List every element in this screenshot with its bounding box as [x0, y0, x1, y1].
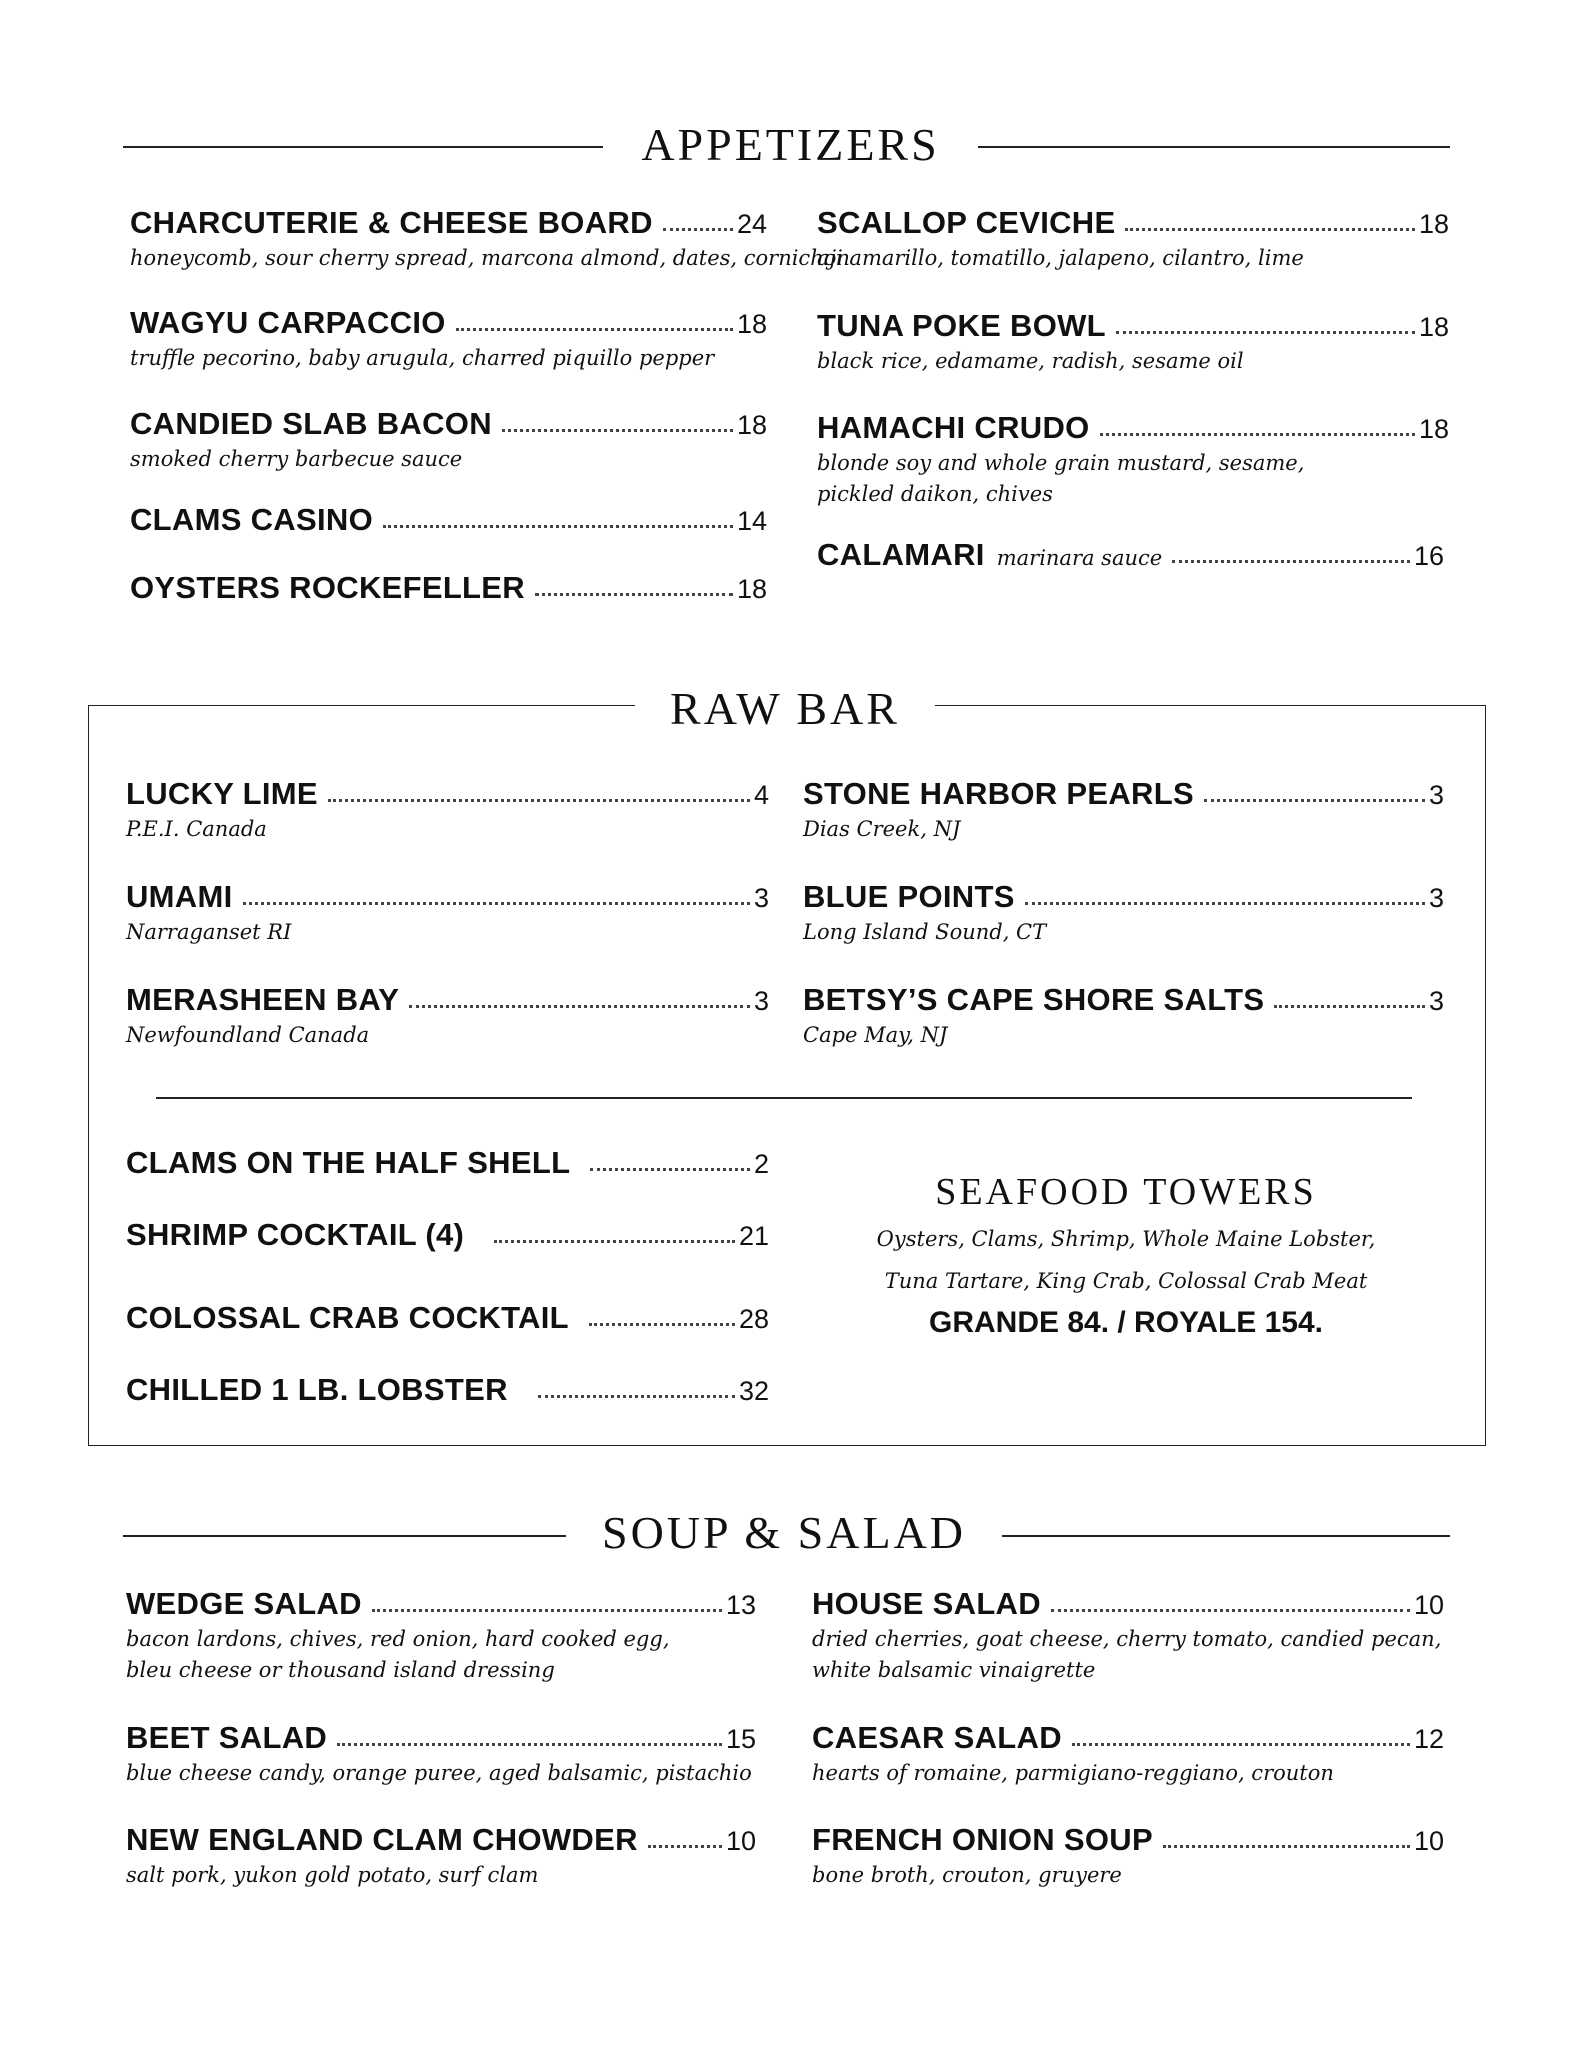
dot-leader: [243, 902, 750, 905]
item-price: 16: [1413, 541, 1444, 571]
appetizers-rule-right: [978, 146, 1450, 148]
item-name: STONE HARBOR PEARLS: [803, 776, 1194, 811]
dot-leader: [589, 1323, 735, 1326]
menu-item-hamachi-crudo: [817, 410, 1449, 510]
dot-leader: [1172, 560, 1410, 563]
item-name: CALAMARI: [817, 537, 985, 572]
item-name: BEET SALAD: [126, 1720, 328, 1755]
oyster-stone-harbor-pearls: [803, 776, 1444, 845]
seafood-towers: [826, 1168, 1426, 1344]
menu-item-charcuterie: [130, 205, 850, 274]
menu-item-wedge-salad: [126, 1586, 756, 1686]
item-description-line-1: dried cherries, goat cheese, cherry tomato, candied pecan,: [812, 1627, 1442, 1651]
seafood-towers-prices: GRANDE 84. / ROYALE 154.: [928, 1306, 1324, 1339]
item-price: 14: [736, 506, 767, 536]
dot-leader: [590, 1168, 750, 1171]
item-price: 3: [1428, 883, 1444, 913]
item-price: 18: [736, 410, 767, 440]
item-price: 18: [736, 574, 767, 604]
item-name: HOUSE SALAD: [812, 1586, 1041, 1621]
item-price: 10: [1413, 1826, 1444, 1856]
item-origin: P.E.I. Canada: [126, 817, 267, 841]
dot-leader: [1051, 1609, 1410, 1612]
appetizers-rule-left: [123, 146, 603, 148]
soup-salad-title: SOUP & SALAD: [601, 1507, 967, 1558]
menu-item-scallop-ceviche: [817, 205, 1449, 274]
dot-leader: [502, 429, 733, 432]
raw-item-colossal-crab-cocktail: [126, 1300, 769, 1336]
dot-leader: [383, 525, 733, 528]
dot-leader: [535, 593, 733, 596]
dot-leader: [1204, 799, 1425, 802]
item-name: HAMACHI CRUDO: [817, 410, 1090, 445]
item-price: 4: [753, 780, 769, 810]
item-name: CANDIED SLAB BACON: [130, 406, 492, 441]
menu-item-clam-chowder: [126, 1822, 756, 1891]
item-description: aji amarillo, tomatillo, jalapeno, cilantro, lime: [817, 246, 1304, 270]
item-inline-description: marinara sauce: [996, 546, 1163, 570]
item-price: 2: [753, 1149, 769, 1179]
item-description-line-1: blonde soy and whole grain mustard, sesame,: [817, 451, 1305, 475]
item-name: BETSY’S CAPE SHORE SALTS: [803, 982, 1265, 1017]
item-name: COLOSSAL CRAB COCKTAIL: [126, 1300, 569, 1335]
item-name: CHILLED 1 LB. LOBSTER: [126, 1372, 508, 1407]
dot-leader: [663, 228, 733, 231]
item-price: 3: [1428, 986, 1444, 1016]
dot-leader: [328, 799, 750, 802]
menu-item-wagyu-carpaccio: [130, 305, 767, 374]
item-price: 15: [725, 1724, 756, 1754]
item-name: UMAMI: [126, 879, 233, 914]
dot-leader: [456, 328, 733, 331]
menu-item-clams-casino: [130, 502, 767, 538]
item-price: 28: [738, 1304, 769, 1334]
item-description: honeycomb, sour cherry spread, marcona almond, dates, cornichon: [130, 246, 850, 270]
menu-item-french-onion-soup: [812, 1822, 1444, 1891]
item-name: SHRIMP COCKTAIL (4): [126, 1217, 465, 1252]
seafood-towers-line-1: Oysters, Clams, Shrimp, Whole Maine Lobster,: [876, 1227, 1376, 1251]
appetizers-title: APPETIZERS: [641, 119, 940, 170]
item-name: LUCKY LIME: [126, 776, 318, 811]
item-name: WEDGE SALAD: [126, 1586, 362, 1621]
item-name: CLAMS CASINO: [130, 502, 373, 537]
raw-item-clams-half-shell: [126, 1145, 769, 1181]
raw-item-shrimp-cocktail: [126, 1217, 769, 1253]
item-price: 18: [1418, 209, 1449, 239]
menu-item-oysters-rockefeller: [130, 570, 767, 606]
item-name: CHARCUTERIE & CHEESE BOARD: [130, 205, 653, 240]
item-price: 13: [725, 1590, 756, 1620]
seafood-towers-line-2: Tuna Tartare, King Crab, Colossal Crab Meat: [884, 1269, 1368, 1293]
item-price: 10: [725, 1826, 756, 1856]
item-origin: Newfoundland Canada: [126, 1023, 370, 1047]
item-description: salt pork, yukon gold potato, surf clam: [126, 1863, 539, 1887]
menu-item-candied-slab-bacon: [130, 406, 767, 475]
raw-bar-divider: [156, 1097, 1412, 1099]
raw-bar-title: RAW BAR: [635, 682, 935, 735]
dot-leader: [1116, 331, 1415, 334]
item-description: bone broth, crouton, gruyere: [812, 1863, 1122, 1887]
item-price: 18: [1418, 312, 1449, 342]
item-price: 18: [1418, 414, 1449, 444]
seafood-towers-title: SEAFOOD TOWERS: [935, 1171, 1317, 1213]
dot-leader: [494, 1240, 735, 1243]
item-price: 24: [736, 209, 767, 239]
item-name: MERASHEEN BAY: [126, 982, 400, 1017]
item-origin: Narraganset RI: [126, 920, 292, 944]
menu-item-caesar-salad: [812, 1720, 1444, 1789]
menu-item-house-salad: [812, 1586, 1444, 1686]
item-price: 12: [1413, 1724, 1444, 1754]
item-description: black rice, edamame, radish, sesame oil: [817, 349, 1244, 373]
item-origin: Cape May, NJ: [803, 1023, 948, 1047]
menu-item-calamari: [817, 537, 1444, 573]
item-price: 3: [1428, 780, 1444, 810]
item-price: 3: [753, 986, 769, 1016]
item-name: CLAMS ON THE HALF SHELL: [126, 1145, 571, 1180]
oyster-betsys-cape-shore-salts: [803, 982, 1444, 1051]
dot-leader: [1125, 228, 1414, 231]
dot-leader: [1025, 902, 1425, 905]
item-description: blue cheese candy, orange puree, aged balsamic, pistachio: [126, 1761, 752, 1785]
item-price: 21: [738, 1221, 769, 1251]
item-name: SCALLOP CEVICHE: [817, 205, 1116, 240]
item-description: truffle pecorino, baby arugula, charred piquillo pepper: [130, 346, 715, 370]
item-price: 32: [738, 1376, 769, 1406]
soup-salad-rule-left: [123, 1535, 566, 1537]
item-name: CAESAR SALAD: [812, 1720, 1062, 1755]
dot-leader: [538, 1395, 735, 1398]
item-price: 3: [753, 883, 769, 913]
dot-leader: [337, 1743, 722, 1746]
item-origin: Long Island Sound, CT: [803, 920, 1047, 944]
dot-leader: [409, 1005, 750, 1008]
item-description: hearts of romaine, parmigiano-reggiano, crouton: [812, 1761, 1334, 1785]
dot-leader: [648, 1845, 722, 1848]
oyster-blue-points: [803, 879, 1444, 948]
item-name: FRENCH ONION SOUP: [812, 1822, 1153, 1857]
item-description-line-2: bleu cheese or thousand island dressing: [126, 1658, 555, 1682]
soup-salad-rule-right: [1002, 1535, 1450, 1537]
menu-item-tuna-poke-bowl: [817, 308, 1449, 377]
dot-leader: [1100, 433, 1415, 436]
dot-leader: [1163, 1845, 1410, 1848]
item-name: NEW ENGLAND CLAM CHOWDER: [126, 1822, 638, 1857]
item-price: 18: [736, 309, 767, 339]
item-origin: Dias Creek, NJ: [803, 817, 961, 841]
dot-leader: [1072, 1743, 1410, 1746]
item-description-line-2: white balsamic vinaigrette: [812, 1658, 1096, 1682]
dot-leader: [372, 1609, 722, 1612]
item-description-line-2: pickled daikon, chives: [817, 482, 1053, 506]
item-price: 10: [1413, 1590, 1444, 1620]
menu-item-beet-salad: [126, 1720, 756, 1789]
dot-leader: [1274, 1005, 1425, 1008]
item-description: smoked cherry barbecue sauce: [130, 447, 463, 471]
oyster-merasheen-bay: [126, 982, 769, 1051]
item-name: WAGYU CARPACCIO: [130, 305, 446, 340]
item-name: OYSTERS ROCKEFELLER: [130, 570, 525, 605]
oyster-umami: [126, 879, 769, 948]
item-name: BLUE POINTS: [803, 879, 1015, 914]
item-description-line-1: bacon lardons, chives, red onion, hard cooked egg,: [126, 1627, 670, 1651]
item-name: TUNA POKE BOWL: [817, 308, 1106, 343]
oyster-lucky-lime: [126, 776, 769, 845]
raw-item-chilled-lobster: [126, 1372, 769, 1408]
